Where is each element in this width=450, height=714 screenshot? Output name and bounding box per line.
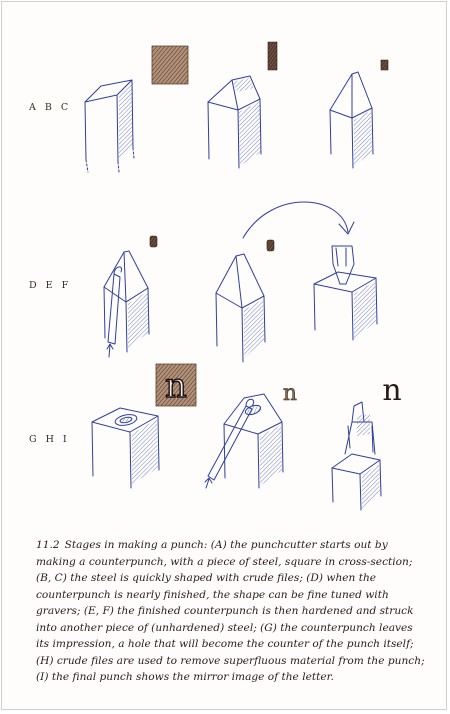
stage-a-square-bar — [85, 80, 134, 172]
stage-g-impressed-block — [92, 408, 159, 488]
stage-e-hardened-counterpunch — [216, 254, 265, 362]
swatch-c — [381, 60, 388, 70]
swatch-e — [267, 240, 274, 251]
punch-stages-illustration — [2, 2, 447, 517]
stage-h-filing-punch — [205, 394, 283, 488]
caption-text: Stages in making a punch: (A) the punchcutter starts out by making a counterpunch, with a piece of steel, square in cross-section; (B, C) the steel is quickly shaped with crude files; (D) when the counterpunch is nearly finished, the shape can be fine tuned with gravers; (E, F) the finished counterpunch is then hardened and struck into another piece of (unhardened) steel; (G) the counterpunch leaves its impression, a hole that will become the counter of the punch itself; (H) crude files are used to remove superfluous material from the punch; (I) the final punch shows the mirror image of the letter. — [36, 539, 425, 683]
glyph-n-final: n — [382, 373, 402, 408]
row-label-def: D E F — [29, 280, 72, 291]
figure-caption — [36, 537, 426, 686]
figure-number: 11.2 — [36, 539, 60, 551]
stage-f-struck-block — [314, 246, 377, 340]
strike-arrow — [243, 202, 354, 238]
figure-page — [1, 1, 447, 710]
stage-i-final-punch — [332, 402, 381, 510]
stage-d-counterpunch-graver — [104, 251, 149, 357]
stage-c-pointed-bar — [330, 72, 373, 168]
swatch-a — [152, 46, 188, 84]
stage-b-filed-bar — [208, 76, 261, 168]
glyph-n-mid: n — [282, 381, 298, 406]
swatch-b — [268, 42, 277, 70]
glyph-n-reversed: n — [165, 366, 187, 406]
swatch-d — [150, 236, 157, 247]
row-label-ghi: G H I — [29, 434, 70, 445]
row-label-abc: A B C — [29, 102, 72, 113]
